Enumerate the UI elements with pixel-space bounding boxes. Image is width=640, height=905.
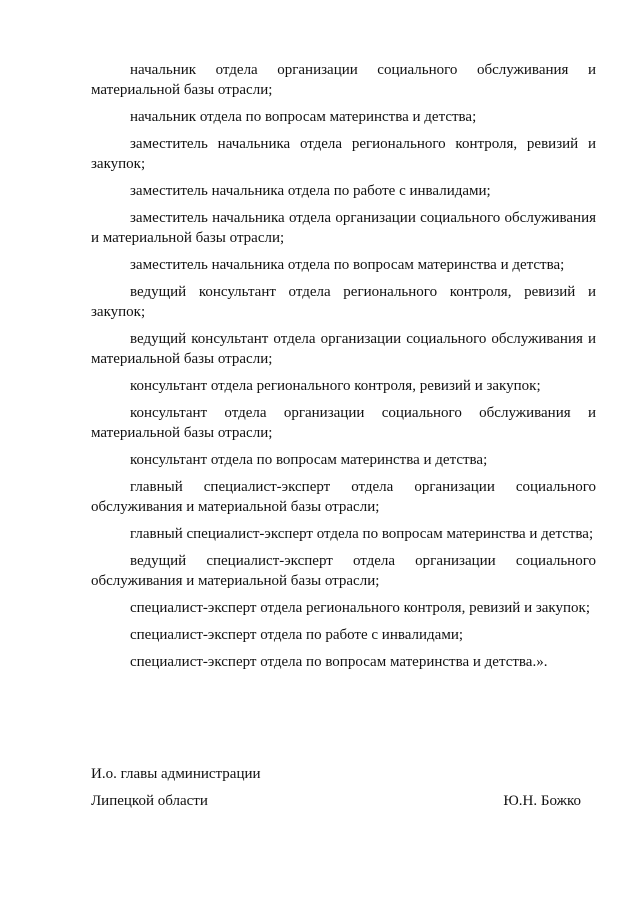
list-item: ведущий консультант отдела организации социального обслуживания и материальной базы отрасли; (91, 331, 596, 367)
list-item: специалист-эксперт отдела по вопросам материнства и детства.». (130, 654, 548, 670)
signatory-position-line2: Липецкой области (91, 793, 208, 809)
signatory-row (91, 791, 581, 811)
signatory-name: Ю.Н. Божко (503, 793, 581, 809)
list-item: специалист-эксперт отдела по работе с инвалидами; (130, 627, 464, 643)
list-item: ведущий специалист-эксперт отдела организации социального обслуживания и материальной базы отрасли; (91, 553, 596, 589)
list-item: специалист-эксперт отдела регионального контроля, ревизий и закупок; (130, 600, 590, 616)
list-item: заместитель начальника отдела по вопросам материнства и детства; (130, 257, 565, 273)
list-item: консультант отдела регионального контроля, ревизий и закупок; (130, 378, 541, 394)
list-item: консультант отдела по вопросам материнства и детства; (130, 452, 488, 468)
signature-block (91, 764, 581, 811)
list-item: заместитель начальника отдела по работе с инвалидами; (130, 183, 491, 199)
list-item: начальник отдела по вопросам материнства и детства; (130, 109, 477, 125)
list-item: ведущий консультант отдела регионального контроля, ревизий и закупок; (91, 284, 596, 320)
list-item: консультант отдела организации социального обслуживания и материальной базы отрасли; (91, 405, 596, 441)
list-item: главный специалист-эксперт отдела по вопросам материнства и детства; (130, 526, 594, 542)
list-item: заместитель начальника отдела регионального контроля, ревизий и закупок; (91, 136, 596, 172)
list-item: заместитель начальника отдела организации социального обслуживания и материальной базы отрасли; (91, 210, 596, 246)
list-item: начальник отдела организации социального обслуживания и материальной базы отрасли; (91, 62, 596, 98)
signatory-position-line1: И.о. главы администрации (91, 766, 261, 782)
list-item: главный специалист-эксперт отдела организации социального обслуживания и материальной базы отрасли; (91, 479, 596, 515)
position-list (91, 60, 596, 679)
